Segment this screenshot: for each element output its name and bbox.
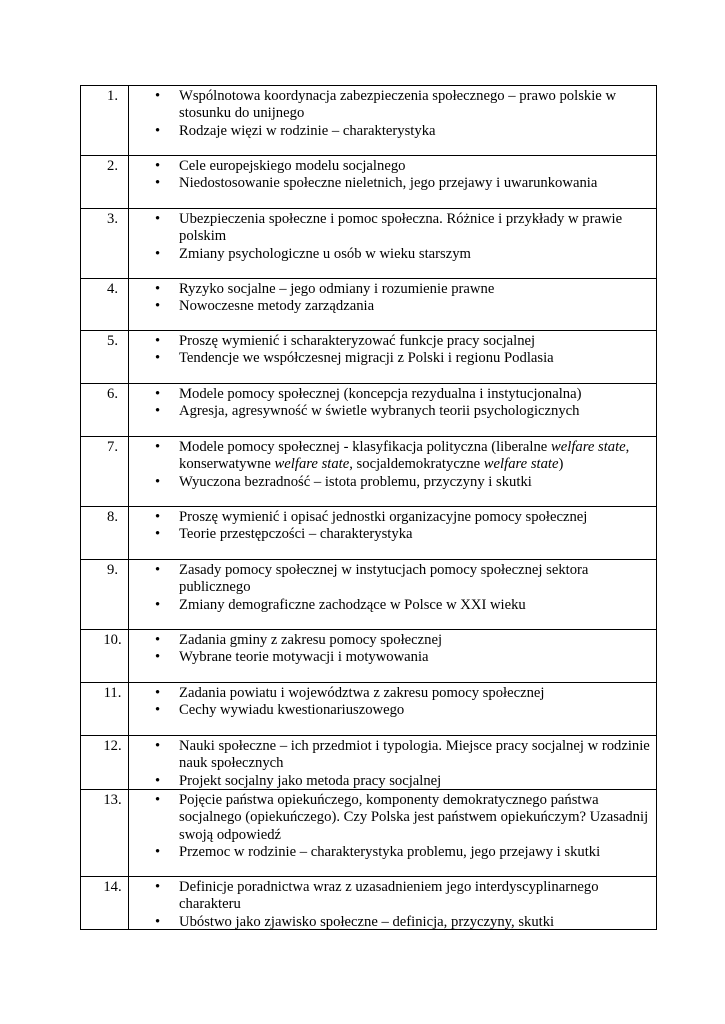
bullet-icon bbox=[155, 474, 160, 491]
list-item-text: Pojęcie państwa opiekuńczego, komponenty demokratycznego państwa socjalnego (opiekuńczego). Czy Polska jest państwem opiekuńczym? Uzasadnij swoją odpowiedź bbox=[179, 792, 649, 843]
bullet-icon bbox=[155, 702, 160, 719]
list-item bbox=[129, 403, 655, 420]
topics-cell bbox=[129, 331, 657, 383]
topic-list bbox=[129, 211, 655, 263]
bullet-icon bbox=[155, 333, 160, 350]
table-row bbox=[81, 279, 657, 331]
row-number: 6. bbox=[81, 384, 129, 436]
topics-cell bbox=[129, 877, 657, 929]
bullet-icon bbox=[155, 632, 160, 649]
topics-cell bbox=[129, 736, 657, 789]
list-item bbox=[129, 773, 655, 790]
list-item bbox=[129, 685, 655, 702]
topic-list bbox=[129, 333, 655, 368]
topics-cell bbox=[129, 209, 657, 278]
list-item-text: Przemoc w rodzinie – charakterystyka problemu, jego przejawy i skutki bbox=[179, 843, 601, 860]
bullet-icon bbox=[155, 403, 160, 420]
list-item-text: Projekt socjalny jako metoda pracy socjalnej bbox=[179, 772, 442, 789]
list-item-text: Nauki społeczne – ich przedmiot i typologia. Miejsce pracy socjalnej w rodzinie nauk społecznych bbox=[179, 738, 650, 772]
list-item-text: Zadania powiatu i województwa z zakresu pomocy społecznej bbox=[179, 685, 545, 701]
row-number: 12. bbox=[81, 736, 129, 789]
bullet-icon bbox=[155, 844, 160, 861]
row-number: 4. bbox=[81, 279, 129, 330]
row-number: 14. bbox=[81, 877, 129, 929]
row-number: 10. bbox=[81, 630, 129, 682]
list-item bbox=[129, 439, 655, 474]
italic-term: welfare state bbox=[274, 456, 350, 473]
list-item bbox=[129, 738, 655, 773]
topics-cell bbox=[129, 279, 657, 330]
row-number: 11. bbox=[81, 683, 129, 735]
list-item-text: Zmiany demograficzne zachodzące w Polsce w XXI wieku bbox=[179, 596, 526, 613]
row-number: 2. bbox=[81, 156, 129, 208]
table-row bbox=[81, 156, 657, 209]
table-row bbox=[81, 331, 657, 384]
bullet-icon bbox=[155, 597, 160, 614]
topics-cell bbox=[129, 86, 657, 155]
table-row bbox=[81, 683, 657, 736]
row-number: 1. bbox=[81, 86, 129, 155]
bullet-icon bbox=[155, 509, 160, 526]
list-item bbox=[129, 562, 655, 597]
list-item bbox=[129, 597, 655, 614]
table-row bbox=[81, 560, 657, 630]
row-number: 5. bbox=[81, 331, 129, 383]
list-item-text: Cele europejskiego modelu socjalnego bbox=[179, 158, 406, 174]
bullet-icon bbox=[155, 158, 160, 175]
bullet-icon bbox=[155, 88, 160, 105]
list-item-text: Ubóstwo jako zjawisko społeczne – definicja, przyczyny, skutki bbox=[179, 913, 555, 930]
list-item bbox=[129, 281, 655, 298]
bullet-icon bbox=[155, 773, 160, 790]
list-item bbox=[129, 211, 655, 246]
list-item bbox=[129, 879, 655, 914]
text-segment: , socjaldemokratyczne bbox=[349, 456, 484, 473]
topic-list bbox=[129, 562, 655, 614]
list-item-text: Wyuczona bezradność – istota problemu, przyczyny i skutki bbox=[179, 473, 532, 490]
list-item-text: Proszę wymienić i scharakteryzować funkcje pracy socjalnej bbox=[179, 333, 536, 349]
topic-list bbox=[129, 386, 655, 421]
list-item bbox=[129, 158, 655, 175]
table-row bbox=[81, 790, 657, 877]
topic-list bbox=[129, 439, 655, 491]
bullet-icon bbox=[155, 439, 160, 456]
table-row bbox=[81, 736, 657, 790]
text-segment: , konserwatywne bbox=[179, 439, 630, 473]
topics-cell bbox=[129, 437, 657, 506]
table-row bbox=[81, 86, 657, 156]
list-item bbox=[129, 350, 655, 367]
topic-list bbox=[129, 509, 655, 544]
topic-list bbox=[129, 738, 655, 790]
bullet-icon bbox=[155, 914, 160, 931]
topics-cell bbox=[129, 384, 657, 436]
list-item bbox=[129, 333, 655, 350]
topic-list bbox=[129, 879, 655, 931]
list-item-text: Zadania gminy z zakresu pomocy społecznej bbox=[179, 632, 443, 648]
bullet-icon bbox=[155, 246, 160, 263]
bullet-icon bbox=[155, 386, 160, 403]
list-item bbox=[129, 914, 655, 931]
topics-cell bbox=[129, 560, 657, 629]
list-item-text bbox=[179, 439, 629, 472]
bullet-icon bbox=[155, 350, 160, 367]
list-item-text: Wspólnotowa koordynacja zabezpieczenia społecznego – prawo polskie w stosunku do unijnego bbox=[179, 88, 617, 122]
topic-list bbox=[129, 88, 655, 140]
questions-table bbox=[80, 85, 657, 930]
bullet-icon bbox=[155, 211, 160, 228]
topic-list bbox=[129, 632, 655, 667]
list-item-text: Rodzaje więzi w rodzinie – charakterystyka bbox=[179, 122, 436, 139]
table-row bbox=[81, 507, 657, 560]
list-item bbox=[129, 702, 655, 719]
list-item-text: Wybrane teorie motywacji i motywowania bbox=[179, 649, 429, 666]
list-item-text: Agresja, agresywność w świetle wybranych teorii psychologicznych bbox=[179, 403, 580, 420]
text-segment: Modele pomocy społecznej - klasyfikacja polityczna (liberalne bbox=[179, 439, 551, 455]
list-item bbox=[129, 649, 655, 666]
list-item bbox=[129, 526, 655, 543]
list-item bbox=[129, 474, 655, 491]
list-item-text: Zmiany psychologiczne u osób w wieku starszym bbox=[179, 245, 471, 262]
table-row bbox=[81, 384, 657, 437]
list-item bbox=[129, 386, 655, 403]
list-item-text: Niedostosowanie społeczne nieletnich, jego przejawy i uwarunkowania bbox=[179, 175, 598, 192]
bullet-icon bbox=[155, 526, 160, 543]
table-row bbox=[81, 209, 657, 279]
topic-list bbox=[129, 158, 655, 193]
list-item-text: Nowoczesne metody zarządzania bbox=[179, 298, 375, 315]
list-item bbox=[129, 246, 655, 263]
topics-cell bbox=[129, 156, 657, 208]
row-number: 3. bbox=[81, 209, 129, 278]
bullet-icon bbox=[155, 792, 160, 809]
bullet-icon bbox=[155, 685, 160, 702]
list-item-text: Ryzyko socjalne – jego odmiany i rozumienie prawne bbox=[179, 281, 495, 297]
list-item-text: Cechy wywiadu kwestionariuszowego bbox=[179, 702, 405, 719]
row-number: 8. bbox=[81, 507, 129, 559]
list-item bbox=[129, 632, 655, 649]
topics-cell bbox=[129, 630, 657, 682]
bullet-icon bbox=[155, 738, 160, 755]
row-number: 13. bbox=[81, 790, 129, 876]
list-item bbox=[129, 509, 655, 526]
topics-cell bbox=[129, 507, 657, 559]
row-number: 7. bbox=[81, 437, 129, 506]
list-item bbox=[129, 175, 655, 192]
bullet-icon bbox=[155, 879, 160, 896]
topics-cell bbox=[129, 790, 657, 876]
list-item-text: Tendencje we współczesnej migracji z Polski i regionu Podlasia bbox=[179, 350, 554, 367]
list-item-text: Teorie przestępczości – charakterystyka bbox=[179, 526, 413, 543]
list-item-text: Ubezpieczenia społeczne i pomoc społeczna. Różnice i przykłady w prawie polskim bbox=[179, 211, 623, 245]
list-item-text: Definicje poradnictwa wraz z uzasadnieniem jego interdyscyplinarnego charakteru bbox=[179, 879, 599, 913]
list-item-text: Proszę wymienić i opisać jednostki organizacyjne pomocy społecznej bbox=[179, 509, 588, 525]
topics-cell bbox=[129, 683, 657, 735]
italic-term: welfare state bbox=[550, 439, 626, 455]
topic-list bbox=[129, 685, 655, 720]
bullet-icon bbox=[155, 123, 160, 140]
list-item bbox=[129, 792, 655, 844]
topic-list bbox=[129, 792, 655, 861]
list-item bbox=[129, 298, 655, 315]
table-row bbox=[81, 877, 657, 930]
table-row bbox=[81, 437, 657, 507]
row-number: 9. bbox=[81, 560, 129, 629]
list-item bbox=[129, 123, 655, 140]
list-item bbox=[129, 88, 655, 123]
list-item bbox=[129, 844, 655, 861]
bullet-icon bbox=[155, 562, 160, 579]
bullet-icon bbox=[155, 281, 160, 298]
italic-term: welfare state bbox=[483, 456, 559, 473]
table-row bbox=[81, 630, 657, 683]
topic-list bbox=[129, 281, 655, 316]
bullet-icon bbox=[155, 649, 160, 666]
bullet-icon bbox=[155, 175, 160, 192]
list-item-text: Modele pomocy społecznej (koncepcja rezydualna i instytucjonalna) bbox=[179, 386, 582, 402]
list-item-text: Zasady pomocy społecznej w instytucjach pomocy społecznej sektora publicznego bbox=[179, 562, 589, 596]
text-segment: ) bbox=[558, 456, 564, 473]
bullet-icon bbox=[155, 298, 160, 315]
